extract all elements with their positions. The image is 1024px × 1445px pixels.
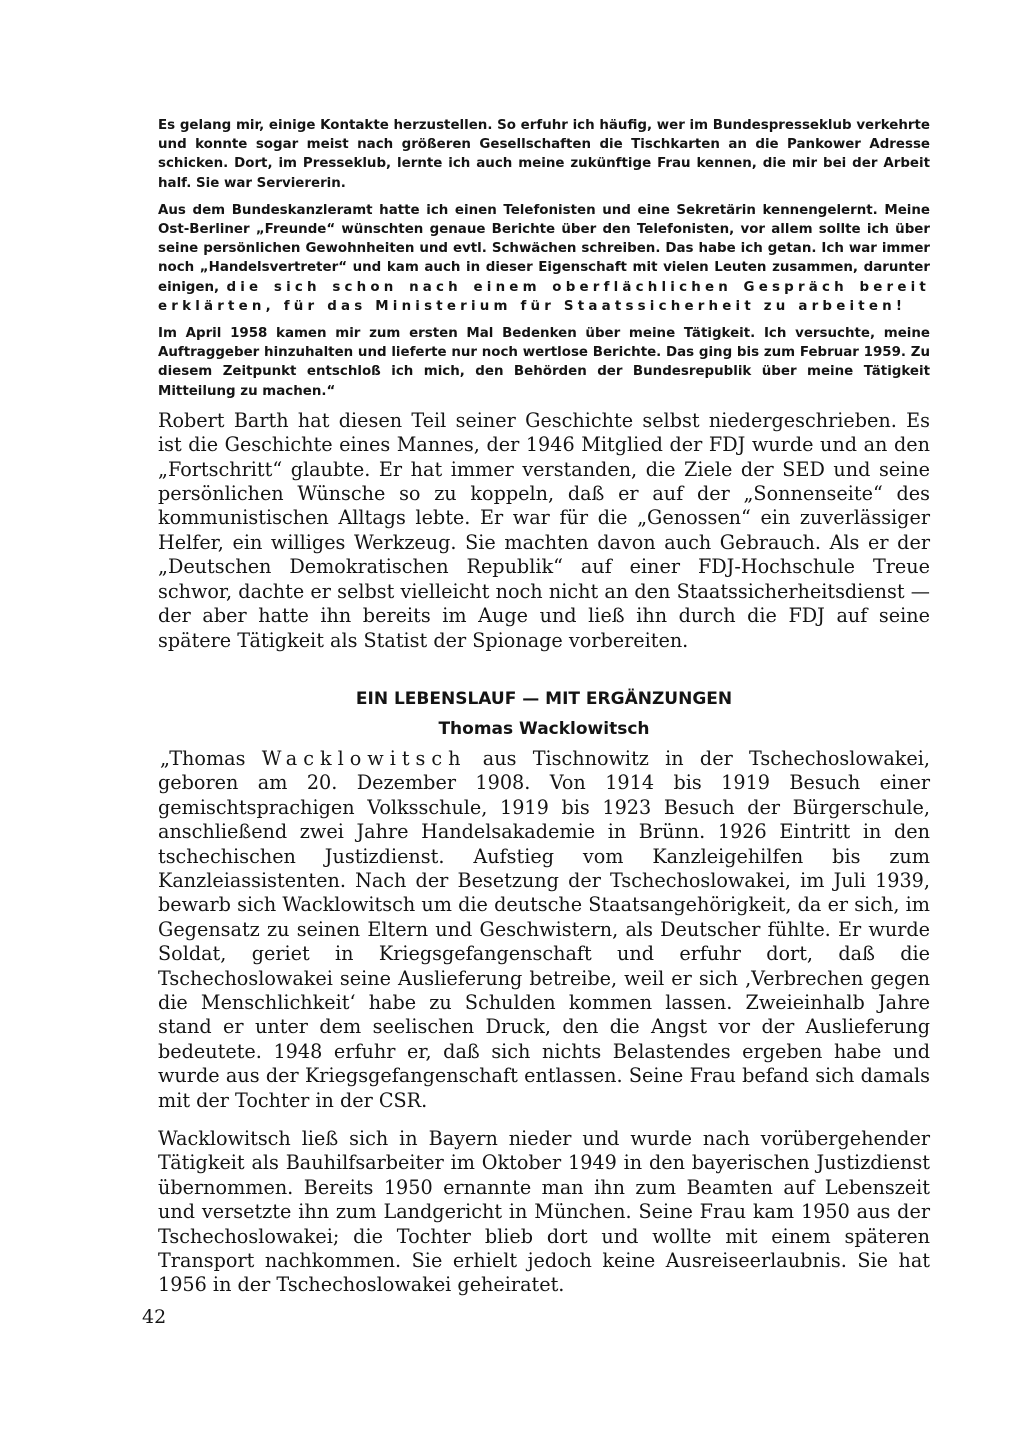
quote-paragraph-2-text: Aus dem Bundeskanzleramt hatte ich einen Telefonisten und eine Sekretärin kennengelernt. Meine Ost-Berliner „Freunde“ wünschten genaue Berichte über den Telefonisten, vor allem sollte ich über seine persönlichen Gewohnheiten und evtl. Schwächen schreiben. Das habe ich getan. Ich war immer noch „Handelsvertreter“ und kam auch in dieser Eigenschaft mit vielen Leuten zusammen, darunter einigen, bbox=[158, 202, 930, 295]
body-paragraph-2-name-spaced: Wacklowitsch bbox=[261, 746, 467, 770]
quote-paragraph-2-spaced-text: die sich schon nach einem oberflächlichen Gespräch bereit erklärten, für das Ministerium für Staatssicherheit zu arbeiten! bbox=[158, 279, 931, 314]
page-number: 42 bbox=[142, 1306, 167, 1328]
quote-paragraph-3: Im April 1958 kamen mir zum ersten Mal Bedenken über meine Tätigkeit. Ich versuchte, meine Auftraggeber hinzuhalten und lieferte nur noch wertlose Berichte. Das ging bis zum Februar 1959. Zu diesem Zeitpunkt entschloß ich mich, den Behörden der Bundesrepublik über meine Tätigkeit Mitteilung zu machen.“ bbox=[158, 326, 930, 399]
body-paragraph-2-rest: aus Tischnowitz in der Tschechoslowakei, geboren am 20. Dezember 1908. Von 1914 bis 1919 Besuch einer gemischtsprachigen Volksschule, 1919 bis 1923 Besuch der Bürgerschule, anschließend zwei Jahre Handelsakademie in Brünn. 1926 Eintritt in den tschechischen Justizdienst. Aufstieg vom Kanzleigehilfen bis zum Kanzleiassistenten. Nach der Besetzung der Tschechoslowakei, im Juli 1939, bewarb sich Wacklowitsch um die deutsche Staatsangehörigkeit, da er sich, im Gegensatz zu seinen Eltern und Geschwistern, als Deutscher fühlte. Er wurde Soldat, geriet in Kriegsgefangenschaft und erfuhr dort, daß die Tschechoslowakei seine Auslieferung betreibe, weil er sich ‚Verbrechen gegen die Menschlichkeit‘ habe zu Schulden kommen lassen. Zweieinhalb Jahre stand er unter dem seelischen Druck, den die Angst vor der Auslieferung bedeutete. 1948 erfuhr er, daß sich nichts Belastendes ergeben habe und wurde aus der Kriegsgefangenschaft entlassen. Seine Frau befand sich damals mit der Tochter in der CSR. bbox=[158, 746, 930, 1112]
page-content bbox=[158, 116, 930, 1298]
quote-paragraph-1: Es gelang mir, einige Kontakte herzustellen. So erfuhr ich häufig, wer im Bundespresseklub verkehrte und konnte sogar meist nach größeren Gesellschaften die Tischkarten an die Pankower Adresse schicken. Dort, im Presseklub, lernte ich auch meine zukünftige Frau kennen, die mir bei der Arbeit half. Sie war Serviererin. bbox=[158, 118, 930, 191]
body-paragraph-2 bbox=[158, 747, 930, 1113]
body-paragraph-1: Robert Barth hat diesen Teil seiner Geschichte selbst niedergeschrieben. Es ist die Geschichte eines Mannes, der 1946 Mitglied der FDJ wurde und an den „Fortschritt“ glaubte. Er hat immer verstanden, die Ziele der SED und seine persönlichen Wünsche so zu koppeln, daß er auf der „Sonnenseite“ des kommunistischen Alltags lebte. Er war für die „Genossen“ ein zuverlässiger Helfer, ein williges Werkzeug. Sie machten davon auch Gebrauch. Als er der „Deutschen Demokratischen Republik“ auf einer FDJ-Hochschule Treue schwor, dachte er selbst vielleicht noch nicht an den Staatssicherheitsdienst — der aber hatte ihn bereits im Auge und ließ ihn durch die FDJ auf seine spätere Tätigkeit als Statist der Spionage vorbereiten. bbox=[158, 408, 930, 652]
section-author: Thomas Wacklowitsch bbox=[438, 718, 650, 739]
body-paragraph-2-open: „Thomas bbox=[160, 746, 246, 770]
quote-paragraph-2 bbox=[158, 201, 930, 316]
body-paragraph-3: Wacklowitsch ließ sich in Bayern nieder und wurde nach vorübergehender Tätigkeit als Bauhilfsarbeiter im Oktober 1949 in den bayerischen Justizdienst übernommen. Bereits 1950 ernannte man ihn zum Beamten auf Lebenszeit und versetzte ihn zum Landgericht in München. Seine Frau kam 1950 aus der Tschechoslowakei; die Tochter blieb dort und wollte mit einem späteren Transport nachkommen. Sie erhielt jedoch keine Ausreiseerlaubnis. Sie hat 1956 in der Tschechoslowakei geheiratet. bbox=[158, 1127, 930, 1297]
section-heading: EIN LEBENSLAUF — MIT ERGÄNZUNGEN bbox=[355, 688, 733, 709]
